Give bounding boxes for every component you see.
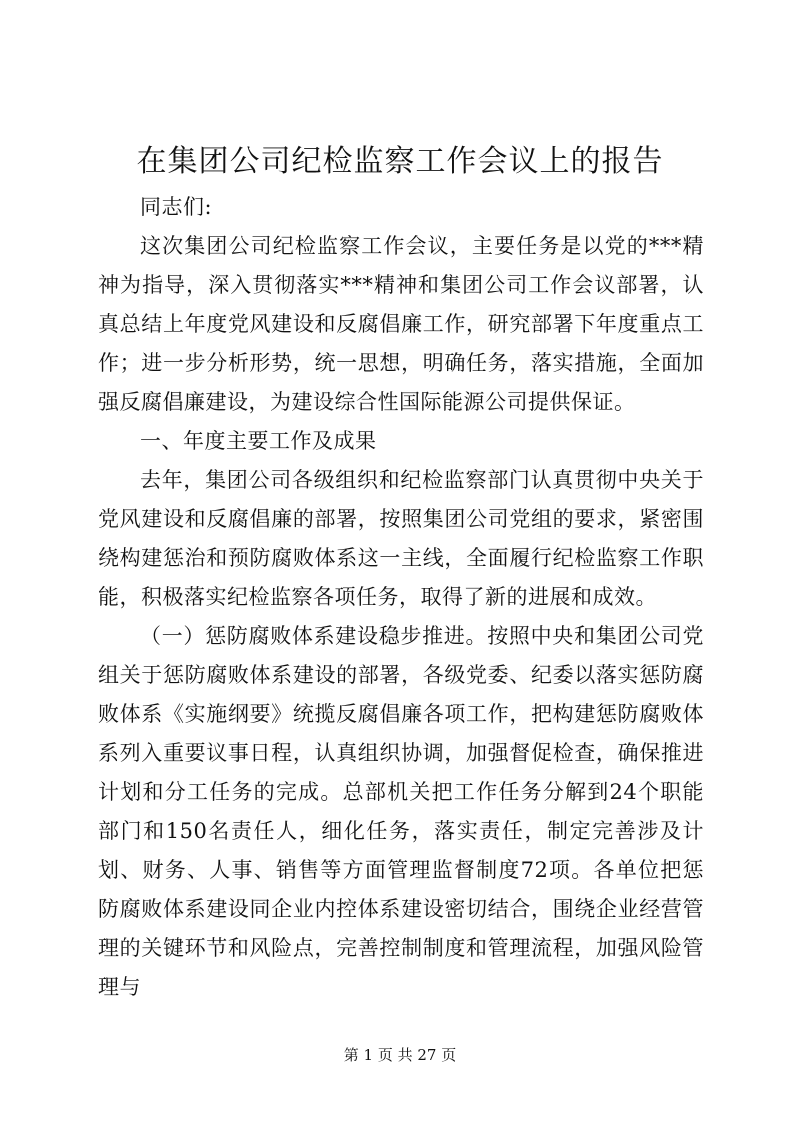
document-title: 在集团公司纪检监察工作会议上的报告 [136, 144, 664, 179]
paragraph-summary: 去年，集团公司各级组织和纪检监察部门认真贯彻中央关于党风建设和反腐倡廉的部署，按照集团公司党组的要求，紧密围绕构建惩治和预防腐败体系这一主线，全面履行纪检监察工作职能，积极落实纪检监察各项任务，取得了新的进展和成效。 [98, 468, 704, 609]
paragraph-intro: 这次集团公司纪检监察工作会议，主要任务是以党的***精神为指导，深入贯彻落实***精神和集团公司工作会议部署，认真总结上年度党风建设和反腐倡廉工作，研究部署下年度重点工作；进一步分析形势，统一思想，明确任务，落实措施，全面加强反腐倡廉建设，为建设综合性国际能源公司提供保证。 [98, 234, 704, 414]
section-heading: 一、年度主要工作及成果 [140, 429, 377, 453]
salutation: 同志们: [140, 195, 213, 219]
page-number-footer: 第 1 页 共 27 页 [343, 1046, 457, 1064]
paragraph-subsection-1: （一）惩防腐败体系建设稳步推进。按照中央和集团公司党组关于惩防腐败体系建设的部署，各级党委、纪委以落实惩防腐败体系《实施纲要》统揽反腐倡廉各项工作，把构建惩防腐败体系列入重要议事日程，认真组织协调，加强督促检查，确保推进计划和分工任务的完成。总部机关把工作任务分解到24个职能部门和150名责任人，细化任务，落实责任，制定完善涉及计划、财务、人事、销售等方面管理监督制度72项。各单位把惩防腐败体系建设同企业内控体系建设密切结合，围绕企业经营管理的关键环节和风险点，完善控制制度和管理流程，加强风险管理与 [98, 624, 704, 999]
document-body [98, 188, 704, 1007]
